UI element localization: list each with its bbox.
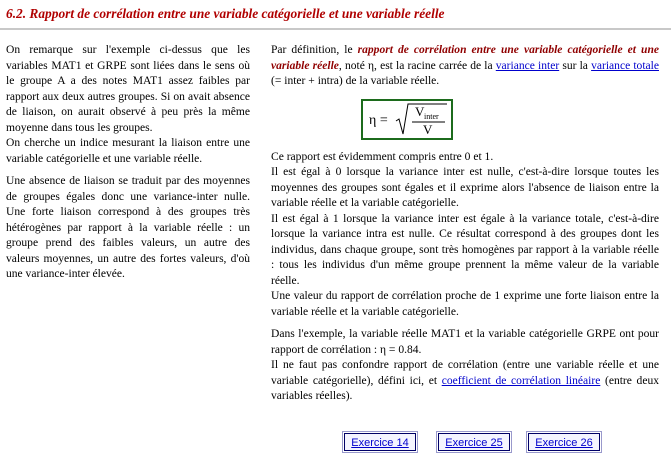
formula-box — [361, 99, 453, 140]
paragraph-warning — [271, 358, 659, 405]
definition-suffix: (= inter + intra) de la variable réelle. — [271, 75, 440, 87]
paragraph-one-case: Il est égal à 1 lorsque la variance inter est égale à la variance totale, c'est-à-dire lorsque la variance intra est nulle. Ce résultat correspond à des groupes dont les individus, dans chaque groupe, sont très homogènes par rapport à la variable réelle : tous les individus d'un même groupe prennent la même valeur de la variable réelle. — [271, 212, 659, 287]
exercise-25-button[interactable]: Exercice 25 — [438, 433, 510, 451]
paragraph-definition — [271, 43, 659, 90]
paragraph-goal: On cherche un indice mesurant la liaison entre une variable catégorielle et une variable réelle. — [6, 137, 250, 165]
paragraph-range: Ce rapport est évidemment compris entre 0 et 1. — [271, 150, 494, 163]
variance-inter-link[interactable]: variance inter — [495, 59, 560, 72]
formula-row — [271, 90, 659, 150]
definition-mid1: , noté η, est la racine carrée de la — [338, 59, 496, 72]
formula-numerator-sub: inter — [424, 111, 439, 121]
paragraph-explanation: Une absence de liaison se traduit par des moyennes de groupes égales donc une variance-inter nulle. Une forte liaison correspond à des groupes très hétérogènes par rapport à la variable réelle : un groupe prend des faibles valeurs, un autre des valeurs moyennes, un autre des fortes valeurs, d'où une variance-inter élevée. — [6, 175, 250, 280]
formula-denominator: V — [423, 121, 433, 137]
coefficient-correlation-link[interactable]: coefficient de corrélation linéaire — [441, 374, 601, 387]
paragraph-zero-case: Il est égal à 0 lorsque la variance inter est nulle, c'est-à-dire lorsque toutes les moyennes des groupes sont égales et il exprime alors l'absence de liaison entre la variable réelle et la variable catégorielle. — [271, 166, 659, 209]
variance-totale-link[interactable]: variance totale — [591, 59, 659, 72]
formula-numerator: V — [415, 103, 425, 119]
exercise-14-button[interactable]: Exercice 14 — [344, 433, 416, 451]
paragraph-strong-link: Une valeur du rapport de corrélation proche de 1 exprime une forte liaison entre la variable réelle et la variable catégorielle. — [271, 290, 659, 318]
definition-prefix: Par définition, le — [271, 44, 358, 56]
warning-suffix: (entre deux variables réelles). — [271, 374, 659, 402]
definition-mid2: sur la — [559, 59, 592, 72]
paragraph-example: Dans l'exemple, la variable réelle MAT1 et la variable catégorielle GRPE ont pour rapport de corrélation : η = 0.84. — [271, 328, 659, 356]
exercise-26-button[interactable]: Exercice 26 — [528, 433, 600, 451]
section-title: 6.2. Rapport de corrélation entre une variable catégorielle et une variable réelle — [6, 6, 445, 21]
paragraph-observation: On remarque sur l'exemple ci-dessus que les variables MAT1 et GRPE sont liées dans le sens où le groupe A a des notes MAT1 assez faibles par rapport aux deux autres groupes. Si on avait absence de liaison, on aurait observé à peu près la même moyenne dans tous les groupes. — [6, 44, 250, 134]
title-divider — [0, 28, 671, 31]
left-column — [6, 43, 250, 283]
definition-term: rapport de corrélation entre une variable catégorielle et une variable réelle — [271, 44, 659, 72]
exercise-buttons — [344, 433, 604, 453]
right-column — [271, 43, 659, 405]
warning-prefix: Il ne faut pas confondre rapport de corrélation (entre une variable réelle et une variable catégorielle), défini ici, et — [271, 359, 659, 387]
formula-lhs: η = — [369, 112, 388, 128]
eta-formula — [363, 101, 451, 138]
